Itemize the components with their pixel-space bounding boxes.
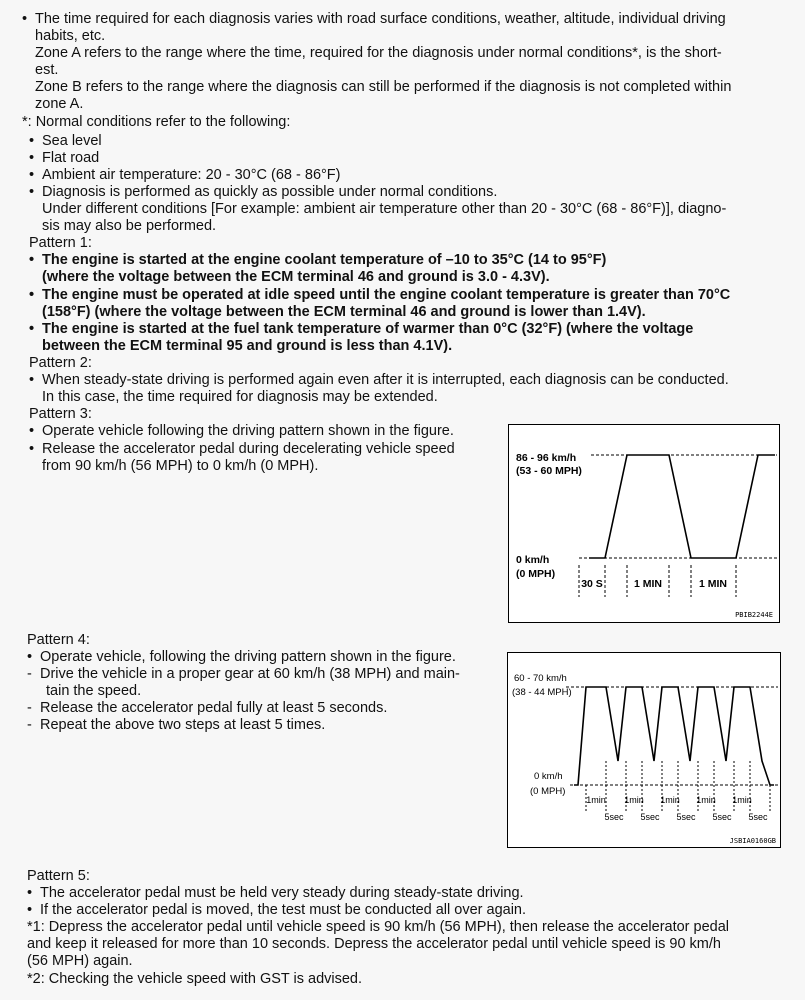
time-label-1min: 1 MIN	[698, 578, 728, 590]
bullet: •	[27, 885, 33, 901]
pattern-4-bullet-1: Operate vehicle, following the driving pattern shown in the figure.	[40, 649, 456, 665]
normal-item: Sea level	[42, 133, 102, 149]
pattern-3-bullet-2-line-1: Release the accelerator pedal during decelerating vehicle speed	[42, 441, 455, 457]
pattern-4-step-3: Repeat the above two steps at least 5 times.	[40, 717, 326, 733]
high-speed-kmh-label: 86 - 96 km/h	[516, 452, 577, 464]
pattern-2-line-2: In this case, the time required for diagnosis may be extended.	[42, 389, 438, 405]
normal-cont-2: sis may also be performed.	[42, 218, 217, 234]
sec-label: 5sec	[676, 812, 696, 822]
pattern-4-step-1-line-1: Drive the vehicle in a proper gear at 60 km/h (38 MPH) and main-	[40, 666, 460, 682]
pattern-3-bullet-2-line-2: from 90 km/h (56 MPH) to 0 km/h (0 MPH).	[42, 458, 319, 474]
pattern-5-bullet-1: The accelerator pedal must be held very steady during steady-state driving.	[40, 885, 524, 901]
note-2: *2: Checking the vehicle speed with GST is advised.	[27, 971, 363, 987]
sec-label: 5sec	[712, 812, 732, 822]
speed-profile-line	[574, 687, 774, 785]
min-label: 1min	[696, 795, 716, 805]
pattern-4-step-1-line-2: tain the speed.	[46, 683, 142, 699]
bullet: •	[29, 133, 35, 149]
note-1-line-3: (56 MPH) again.	[27, 953, 133, 969]
bullet: •	[29, 372, 35, 388]
bullet: •	[29, 167, 35, 183]
pattern-1-bullet-3-line-2: between the ECM terminal 95 and ground is less than 4.1V).	[42, 338, 453, 354]
bullet: •	[29, 252, 35, 268]
normal-item: Flat road	[42, 150, 100, 166]
normal-item: Diagnosis is performed as quickly as possible under normal conditions.	[42, 184, 498, 200]
pattern-2-title: Pattern 2:	[29, 355, 92, 371]
zone-a-line-1: Zone A refers to the range where the time, required for the diagnosis under normal conditions*, is the short-	[35, 45, 722, 61]
pattern-5-title: Pattern 5:	[27, 868, 90, 884]
figure-code: PBIB2244E	[735, 611, 773, 619]
zone-b-line-1: Zone B refers to the range where the diagnosis can still be performed if the diagnosis is not completed within	[35, 79, 732, 95]
min-label: 1min	[732, 795, 752, 805]
normal-cont-1: Under different conditions [For example: ambient air temperature other than 20 - 30°C (68 - 86°F)], diagno-	[42, 201, 727, 217]
pattern-3-chart	[509, 425, 779, 622]
bullet: •	[29, 150, 35, 166]
bullet: •	[29, 184, 35, 200]
intro-bullet: •	[22, 11, 28, 27]
sec-label: 5sec	[640, 812, 660, 822]
time-label-1min: 1 MIN	[633, 578, 663, 590]
note-1-line-1: *1: Depress the accelerator pedal until vehicle speed is 90 km/h (56 MPH), then release the accelerator pedal	[27, 919, 730, 935]
pattern-1-bullet-3-line-1: The engine is started at the fuel tank temperature of warmer than 0°C (32°F) (where the voltage	[42, 321, 694, 337]
pattern-1-title: Pattern 1:	[29, 235, 92, 251]
bullet: •	[27, 902, 33, 918]
intro-line-1: The time required for each diagnosis varies with road surface conditions, weather, altitude, individual driving	[35, 11, 726, 27]
pattern-1-bullet-1-line-2: (where the voltage between the ECM terminal 46 and ground is 3.0 - 4.3V).	[42, 269, 550, 285]
bullet: •	[27, 649, 33, 665]
high-speed-mph-label: (38 - 44 MPH)	[512, 687, 572, 698]
min-label: 1min	[624, 795, 644, 805]
normal-item: Ambient air temperature: 20 - 30°C (68 - 86°F)	[42, 167, 341, 183]
zero-speed-mph-label: (0 MPH)	[530, 786, 566, 797]
zone-a-line-2: est.	[35, 62, 59, 78]
time-label-30s: 30 S	[581, 578, 603, 590]
speed-profile-line	[589, 455, 775, 558]
min-label: 1min	[586, 795, 606, 805]
sec-label: 5sec	[604, 812, 624, 822]
pattern-1-bullet-2-line-1: The engine must be operated at idle speed until the engine coolant temperature is greater than 70°C	[42, 287, 731, 303]
high-speed-kmh-label: 60 - 70 km/h	[514, 673, 567, 684]
pattern-3-bullet-1: Operate vehicle following the driving pattern shown in the figure.	[42, 423, 454, 439]
bullet: •	[29, 423, 35, 439]
normal-conditions-heading: *: Normal conditions refer to the following:	[22, 114, 291, 130]
high-speed-mph-label: (53 - 60 MPH)	[516, 465, 582, 477]
pattern-3-title: Pattern 3:	[29, 406, 92, 422]
dash: -	[27, 700, 32, 716]
pattern-5-bullet-2: If the accelerator pedal is moved, the test must be conducted all over again.	[40, 902, 527, 918]
note-1-line-2: and keep it released for more than 10 seconds. Depress the accelerator pedal until vehicle speed is 90 km/h	[27, 936, 721, 952]
pattern-4-title: Pattern 4:	[27, 632, 90, 648]
dash: -	[27, 717, 32, 733]
zero-speed-mph-label: (0 MPH)	[516, 568, 556, 580]
sec-label: 5sec	[748, 812, 768, 822]
pattern-2-line-1: When steady-state driving is performed again even after it is interrupted, each diagnosis can be conducted.	[42, 372, 729, 388]
bullet: •	[29, 441, 35, 457]
dash: -	[27, 666, 32, 682]
pattern-4-step-2: Release the accelerator pedal fully at least 5 seconds.	[40, 700, 388, 716]
pattern-4-chart	[508, 653, 780, 847]
figure-code: JSBIA0160GB	[729, 837, 776, 845]
intro-line-2: habits, etc.	[35, 28, 106, 44]
zero-speed-kmh-label: 0 km/h	[534, 771, 563, 782]
zero-speed-kmh-label: 0 km/h	[516, 554, 550, 566]
pattern-1-bullet-2-line-2: (158°F) (where the voltage between the ECM terminal 46 and ground is lower than 1.4V).	[42, 304, 646, 320]
pattern-1-bullet-1-line-1: The engine is started at the engine coolant temperature of –10 to 35°C (14 to 95°F)	[42, 252, 607, 268]
pattern-3-figure	[508, 424, 780, 623]
bullet: •	[29, 321, 35, 337]
pattern-4-figure	[507, 652, 781, 848]
zone-b-line-2: zone A.	[35, 96, 84, 112]
min-label: 1min	[660, 795, 680, 805]
bullet: •	[29, 287, 35, 303]
